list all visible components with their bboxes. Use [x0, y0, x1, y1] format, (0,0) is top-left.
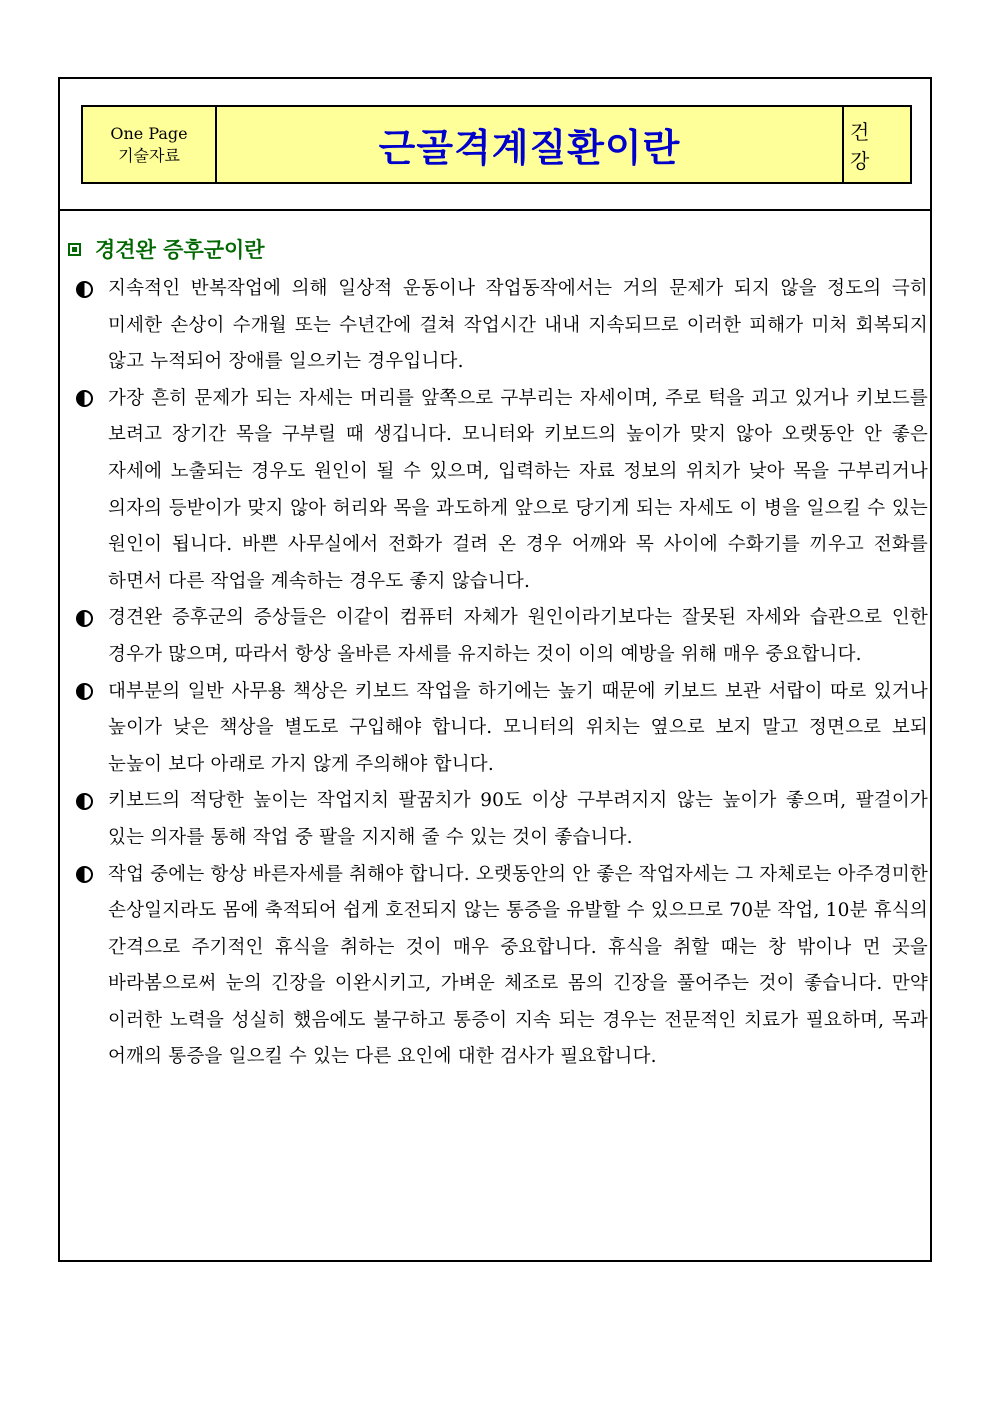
- header-zone: [60, 79, 930, 211]
- doc-type-line2: 기술자료: [118, 145, 180, 165]
- list-item-text: 가장 흔히 문제가 되는 자세는 머리를 앞쪽으로 구부리는 자세이며, 주로 턱을 괴고 있거나 키보드를 보려고 장기간 목을 구부릴 때 생깁니다. 모니터와 키보드의 높이가 맞지 않아 오랫동안 안 좋은 자세에 노출되는 경우도 원인이 될 수 있으며, 입력하는 자료 정보의 위치가 낮아 목을 구부리거나 의자의 등받이가 맞지 않아 허리와 목을 과도하게 앞으로 당기게 되는 자세도 이 병을 일으킬 수 있는 원인이 됩니다. 바쁜 사무실에서 전화가 걸려 온 경우 어깨와 목 사이에 수화기를 끼우고 전화를 하면서 다른 작업을 계속하는 경우도 좋지 않습니다.: [108, 387, 928, 592]
- list-item: [66, 600, 928, 673]
- half-circle-icon: [76, 866, 93, 883]
- half-circle-icon: [76, 610, 93, 627]
- list-item: [66, 674, 928, 784]
- square-icon: [68, 243, 81, 256]
- list-item-text: 대부분의 일반 사무용 책상은 키보드 작업을 하기에는 높기 때문에 키보드 보관 서랍이 따로 있거나 높이가 낮은 책상을 별도로 구입해야 합니다. 모니터의 위치는 옆으로 보지 말고 정면으로 보되 눈높이 보다 아래로 가지 않게 주의해야 합니다.: [108, 680, 928, 775]
- list-item-text: 지속적인 반복작업에 의해 일상적 운동이나 작업동작에서는 거의 문제가 되지 않을 정도의 극히 미세한 손상이 수개월 또는 수년간에 걸쳐 작업시간 내내 지속되므로 이러한 피해가 미처 회복되지 않고 누적되어 장애를 일으키는 경우입니다.: [108, 278, 928, 373]
- half-circle-icon: [76, 281, 93, 298]
- content-area: [66, 231, 928, 1076]
- page-title: 근골격계질환이란: [378, 126, 681, 170]
- document-frame: [58, 77, 932, 1262]
- list-item-text: 키보드의 적당한 높이는 작업지치 팔꿈치가 90도 이상 구부려지지 않는 높이가 좋으며, 팔걸이가 있는 의자를 통해 작업 중 팔을 지지해 줄 수 있는 것이 좋습니다.: [108, 790, 928, 848]
- bullet-list: [66, 271, 928, 1076]
- list-item-text: 경견완 증후군의 증상들은 이같이 컴퓨터 자체가 원인이라기보다는 잘못된 자세와 습관으로 인한 경우가 많으며, 따라서 항상 올바른 자세를 유지하는 것이 이의 예방을 위해 매우 중요합니다.: [108, 607, 928, 665]
- list-item: [66, 271, 928, 381]
- half-circle-icon: [76, 683, 93, 700]
- category-label: 건 강: [842, 107, 910, 182]
- list-item-text: 작업 중에는 항상 바른자세를 취해야 합니다. 오랫동안의 안 좋은 작업자세는 그 자체로는 아주경미한 손상일지라도 몸에 축적되어 쉽게 호전되지 않는 통증을 유발할 수 있으므로 70분 작업, 10분 휴식의 간격으로 주기적인 휴식을 취하는 것이 매우 중요합니다. 휴식을 취할 때는 창 밖이나 먼 곳을 바라봄으로써 눈의 긴장을 이완시키고, 가벼운 체조로 몸의 긴장을 풀어주는 것이 좋습니다. 만약 이러한 노력을 성실히 했음에도 불구하고 통증이 지속 되는 경우는 전문적인 치료가 필요하며, 목과 어깨의 통증을 일으킬 수 있는 다른 요인에 대한 검사가 필요합니다.: [108, 863, 928, 1068]
- list-item: [66, 381, 928, 601]
- doc-type-line1: One Page: [110, 123, 188, 143]
- title-table: [81, 105, 912, 184]
- list-item: [66, 857, 928, 1077]
- doc-type-cell: [83, 107, 217, 182]
- half-circle-icon: [76, 793, 93, 810]
- section-title-text: 경견완 증후군이란: [95, 238, 265, 262]
- section-heading: [66, 231, 928, 267]
- list-item: [66, 783, 928, 856]
- half-circle-icon: [76, 390, 93, 407]
